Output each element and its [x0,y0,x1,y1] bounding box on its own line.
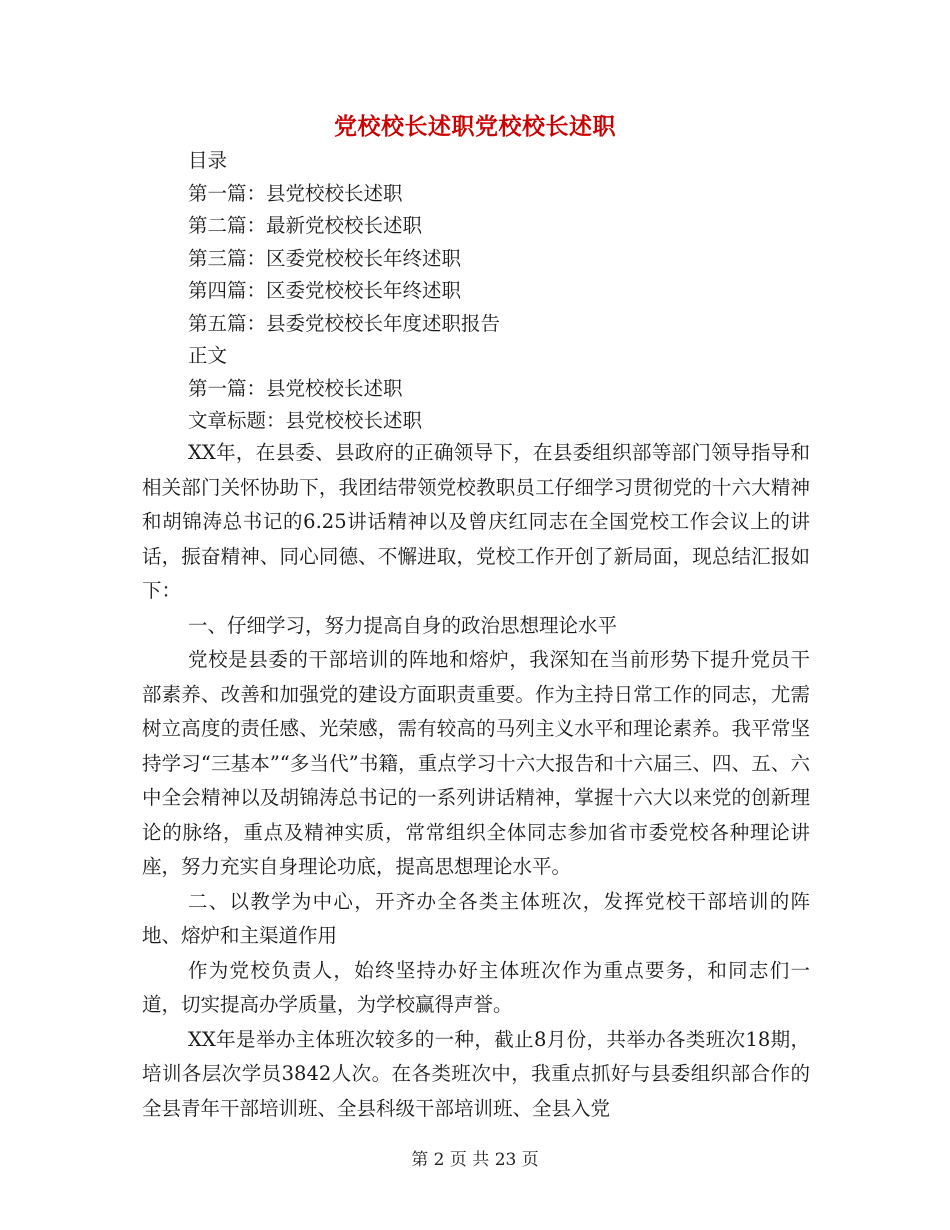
toc-item: 第五篇：县委党校校长年度述职报告 [188,311,501,335]
section-heading: 一、仔细学习，努力提高自身的政治思想理论水平 [188,613,618,637]
toc-item: 第二篇：最新党校校长述职 [188,214,423,237]
page-number-footer: 第 2 页 共 23 页 [411,1150,539,1170]
article-title-line: 文章标题：县党校校长述职 [188,409,423,432]
article-heading: 第一篇：县党校校长述职 [188,376,403,400]
section-heading: 二、以教学为中心，开齐办全各类主体班次，发挥党校干部培训的阵地、熔炉和主渠道作用 [142,889,810,947]
paragraph: XX年是举办主体班次较多的一种，截止8月份，共举办各类班次18期，培训各层次学员3842人次。在各类班次中，我重点抓好与县委组织部合作的全县青年干部培训班、全县科级干部培训班、全县入党 [142,1027,810,1120]
document-title: 党校校长述职党校校长述职 [334,113,616,140]
toc-item: 第三篇：区委党校校长年终述职 [188,246,462,270]
toc-item: 第四篇：区委党校校长年终述职 [188,279,462,302]
paragraph: XX年，在县委、县政府的正确领导下，在县委组织部等部门领导指导和相关部门关怀协助下，我团结带领党校教职员工仔细学习贯彻党的十六大精神和胡锦涛总书记的6.25讲话精神以及曾庆红同志在全国党校工作会议上的讲话，振奋精神、同心同德、不懈进取，党校工作开创了新局面，现总结汇报如下： [142,441,810,602]
toc-item: 第一篇：县党校校长述职 [188,181,403,205]
paragraph: 作为党校负责人，始终坚持办好主体班次作为重点要务，和同志们一道，切实提高办学质量，为学校赢得声誉。 [142,958,810,1016]
toc-heading: 目录 [188,149,228,172]
table-of-contents [188,145,500,438]
article-body [142,436,810,1126]
body-heading: 正文 [188,344,228,367]
paragraph: 党校是县委的干部培训的阵地和熔炉，我深知在当前形势下提升党员干部素养、改善和加强党的建设方面职责重要。作为主持日常工作的同志，尤需树立高度的责任感、光荣感，需有较高的马列主义水平和理论素养。我平常坚持学习“三基本”“多当代”书籍，重点学习十六大报告和十六届三、四、五、六中全会精神以及胡锦涛总书记的一系列讲话精神，掌握十六大以来党的创新理论的脉络，重点及精神实质，常常组织全体同志参加省市委党校各种理论讲座，努力充实自身理论功底，提高思想理论水平。 [142,648,810,878]
